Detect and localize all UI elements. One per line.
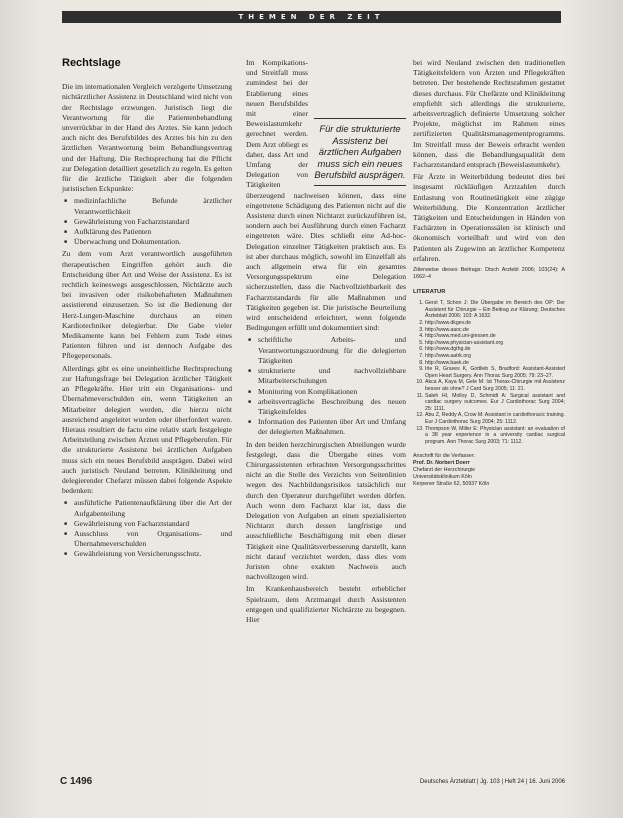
list-item: ■ Gewährleistung von Versicherungsschutz.: [74, 549, 232, 559]
paragraph: Zu dem vom Arzt verantwortlich ausgeführten therapeutischen Eingriffen gehört auch die Entscheidung über Art und Weise der Assistenz. Es ist rechtlich keineswegs ausgeschlossen, Nichtärzte auch bei invasiven oder risikobehafteten Maßnahmen assistierend einzusetzen. So ist die Bedienung der Herz-Lungen-Maschine durchaus an einen Kardiotechniker delegierbar. Die Gabe vieler Medikamente kann bei Fehlern zum Tode eines Patienten führen und ist dennoch Aufgabe des Pflegepersonals.: [62, 249, 232, 361]
reference-item: 7. http://www.aatrk.org: [425, 353, 565, 360]
contact-intro: Anschrift für die Verfasser:: [413, 453, 476, 460]
reference-item: 2. http://www.dkgev.de: [425, 320, 565, 327]
banner-title: THEMEN DER ZEIT: [238, 13, 385, 21]
bullet-list: [62, 498, 232, 559]
reference-item: 9. Irle R, Graves K, Gottlieb S, Bradford: Assistant-Assisted Open Heart Surgery. Ann Thorac Surg 2005; 79: 23–27.: [425, 366, 565, 379]
pull-quote: Für die strukturierte Assistenz bei ärztlichen Aufgaben muss sich ein neues Berufsbild ausprägen.: [314, 118, 406, 186]
list-item: ■ Gewährleistung von Facharztstandard: [74, 217, 232, 227]
references-heading: LITERATUR: [413, 289, 446, 296]
page-number: C 1496: [60, 776, 93, 787]
contact-name: Prof. Dr. Norbert Doerr: [413, 460, 470, 467]
journal-footer: Deutsches Ärzteblatt | Jg. 103 | Heft 24 | 16. Juni 2006: [419, 779, 565, 785]
citation-note: Zitierweise dieses Beitrags: Dtsch Arztebl 2006; 103(24): A 1662–4: [413, 267, 565, 281]
section-banner: [62, 11, 561, 23]
reference-item: 8. http://www.baek.de: [425, 360, 565, 367]
list-item: ■ medizinfachliche Befunde ärztlicher Verantwortlichkeit: [74, 196, 232, 216]
column-middle: [246, 58, 406, 627]
contact-line: Chefarzt der Herzchirurgie: [413, 466, 476, 473]
list-item: ■ strukturierte und nachvollziehbare Mitarbeiterschulungen: [258, 366, 406, 386]
reference-item: 12. Abu Z, Reddy A, Crow M: Assistant in cardiothoracic training. Eur J Cardiothorac Surg 2004; 25: 1112.: [425, 412, 565, 425]
bullet-list: [62, 196, 232, 247]
contact-line: Kerpener Straße 62, 50937 Köln: [413, 480, 490, 487]
reference-item: 3. http://www.aaoc.de: [425, 327, 565, 334]
contact-line: Universitätsklinikum Köln: [413, 473, 472, 480]
list-item: ■ ausführliche Patientenaufklärung über die Art der Aufgabenteilung: [74, 498, 232, 518]
paragraph: Für Ärzte in Weiterbildung bedeutet dies bei insgesamt rückläufigen Arztzahlen durch Entlastung von Routinetätigkeit eine zügige Weiterbildung. Die Konzentration ärztlicher Tätigkeiten und Entscheidungen in Händen von Fachärzten in Operationssälen ist klinisch und ökonomisch vorteilhaft und wird von den Patienten als Zugewinn an ärztlicher Kompetenz erfahren.: [413, 172, 565, 263]
reference-item: 5. http://www.physician-assistant.org: [425, 340, 565, 347]
paragraph: In den beiden herzchirurgischen Abteilungen wurde festgelegt, dass die Übergabe eines vom Chirurgassistenten erbrachten Versorgungsschrittes nicht an die Stelle des Verzichts von Seitenlinien wegen des Nachbildungsrisikos tatsächlich nur durch den Operateur durchgeführt werden dürfen. Auch wenn dem Facharzt klar ist, dass die Delegation von Aufgaben an einen spezialisierten Nichtarzt durch dessen langfristige und ausschließliche Beschäftigung mit eben dieser Tätigkeit eine Qualitätsverbesserung darstellt, kann nicht darauf verzichtet werden, dass dies vom Juristen ohne exakten Nachweis auch nachvollzogen wird.: [246, 439, 406, 582]
paragraph: Allerdings gibt es eine uneinheitliche Rechtsprechung zur Haftungsfrage bei Delegation ärztlicher Tätigkeit an Pflegekräfte. Hier tritt ein Organisations- und Übernahmeverschulden ein, wenn Tätigkeiten an Mitarbeiter delegiert werden, die hierzu nicht ausreichend angeleitet wurden oder überfordert waren. Hieraus resultiert de facto eine relativ stark festgelegte Arbeitsteilung zwischen Ärzten und Pflegeberufen. Für die strukturierte Assistenz bei ärztlichen Aufgaben muss sich ein neues Berufsbild ausprägen. Dabei wird auch juristisch Neuland betreten. Klinikleitung und delegierender Chefarzt müssen dabei folgende Aspekte bedenken:: [62, 363, 232, 496]
reference-item: 1. Gerst T, Schon J: Die Übergabe im Bereich des OP: Der Assistent für Chirurgie – Ein Beitrag zur Klärung; Deutsches Ärzteblatt 2006; 103: A 1632.: [425, 300, 565, 320]
reference-item: 11. Saleh HI, Molloy D, Schmidt A: Surgical assistant and cardiac surgery outcomes. Eur J Cardiothorac Surg 2004; 25: 1111.: [425, 393, 565, 413]
list-item: ■ Aufklärung des Patienten: [74, 227, 232, 237]
reference-item: 4. http://www.med.uni-giessen.de: [425, 333, 565, 340]
reference-item: 13. Thompson W, Miller E: Physician assistant: an evaluation of a 38 year experience in a university cardiac surgical program. Ann Thorac Surg 2003; 71: 1112.: [425, 426, 565, 446]
paragraph: Im Kompikations- und Streitfall muss zumindest bei der Etablierung eines neuen Berufsbildes mit einer Beweislastumkehr gerechnet werden. Dem Arzt obliegt es daher, dass Art und Umfang der Delegation von Tätigkeiten überzeugend nachweisen können, dass eine eingetretene Schädigung des Patienten nicht auf die Assistenz durch einen Nichtarzt zurückzuführen ist, sondern auch bei Ausführung durch einen Facharzt eingetreten wäre. Dies schließt eine Ad-hoc-Delegation einzelner Tätigkeiten praktisch aus. Es ist aber durchaus möglich, sowohl im Einzelfall als auch allgemein etwa für ein gesamtes Versorgungsspektrum eine Delegation sicherzustellen, dass die Nachvollziehbarkeit des Facharztstandards für alle Maßnahmen und Tätigkeiten gegeben ist. Die juristische Beurteilung wird entscheidend erleichtert, wenn folgende Bedingungen erfüllt und dokumentiert sind:: [246, 58, 406, 333]
list-item: ■ arbeitsvertragliche Beschreibung des neuen Tätigkeitsfeldes: [258, 397, 406, 417]
list-item: ■ Überwachung und Dokumentation.: [74, 237, 232, 247]
list-item: ■ Gewährleistung von Facharztstandard: [74, 519, 232, 529]
list-item: ■ Monitoring von Komplikationen: [258, 387, 406, 397]
column-right: [413, 58, 565, 487]
list-item: ■ Information des Patienten über Art und Umfang der delegierten Maßnahmen.: [258, 417, 406, 437]
references-list: [413, 300, 565, 445]
reference-item: 10. Akca A, Kaya M, Gele M: Ist Thorax-Chirurgie mit Assistenz besser als ohne? J Card Surg 2005; 11: 21.: [425, 379, 565, 392]
paragraph: Die im internationalen Vergleich verzögerte Umsetzung nichtärztlicher Assistenz in Deutschland wird nicht von der Rechtslage erzwungen. Juristisch liegt die Verantwortung für die Patientenbehandlung unverrückbar in der Hand des Arztes. Sie kann jedoch auch nicht des Berufsbildes des Arztes bis hin zu den ärztlichen Verantwortung beim Behandlungsvertrag und der Haftung. Die Rechtsprechung hat die Pflicht zur Delegation detailliert gesetzlich zu regeln. Es gelten für die ärztliche Tätigkeit aber die folgenden juristischen Eckpunkte:: [62, 82, 232, 194]
paragraph: bei wird Neuland zwischen den traditionellen Tätigkeitsfeldern von Ärzten und Pflegekräften betreten. Der bestehende Rechtsrahmen gestattet dieses durchaus. Für Chefärzte und Klinikleitung empfiehlt sich allerdings die strukturierte, arbeitsvertraglich definierte Umsetzung solcher Projekte, möglichst im Rahmen eines zertifizierten Qualitätsmanagementprogramms. Im Streitfall muss der Beweis erbracht werden können, dass die Behandlungsqualität dem Facharztstandard entsprach (Beweislastumkehr).: [413, 58, 565, 170]
reference-item: 6. http://www.dgthg.de: [425, 346, 565, 353]
column-left: [62, 58, 232, 562]
author-contact: [413, 453, 565, 487]
list-item: ■ Ausschluss von Organisations- und Übernahmeverschulden: [74, 529, 232, 549]
bullet-list: [246, 335, 406, 437]
list-item: ■ schriftliche Arbeits- und Verantwortungszuordnung für die delegierten Tätigkeiten: [258, 335, 406, 366]
section-heading: Rechtslage: [62, 57, 121, 69]
paragraph: Im Krankenhausbereich besteht erheblicher Spielraum, dem Arztmangel durch Assistenten entgegen und qualifizierter Nichtärzte zu begegnen. Hier: [246, 584, 406, 624]
